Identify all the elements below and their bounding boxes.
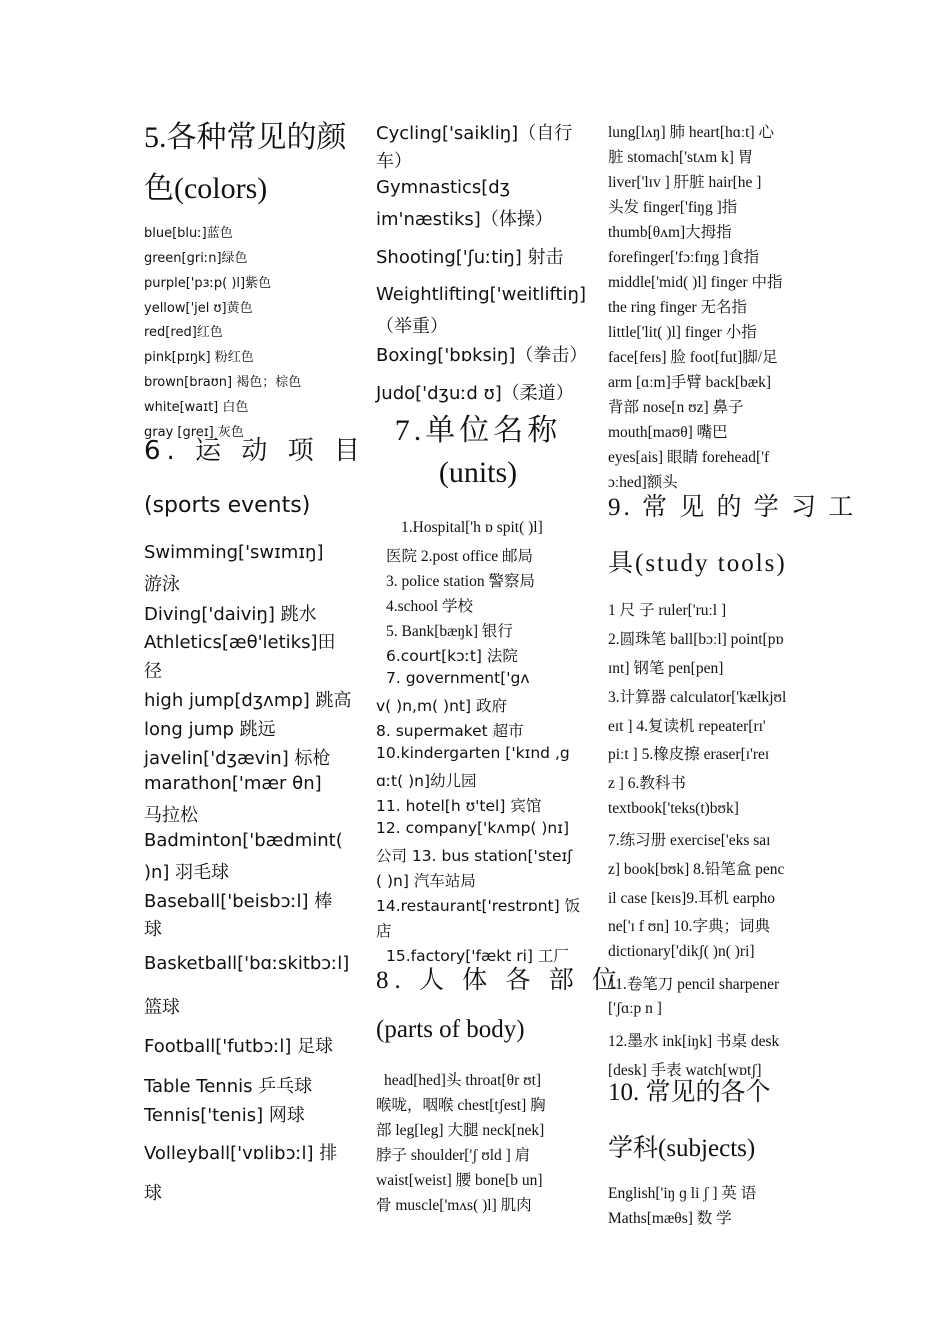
sport-item: Tennis['tenis] 网球 bbox=[144, 1105, 305, 1126]
sport-item: Gymnastics[dʒ bbox=[376, 177, 511, 198]
tool-item: textbook['teks(t)bʊk] bbox=[608, 800, 739, 817]
unit-item: 12. company['kʌmp( )nɪ] bbox=[376, 819, 570, 837]
body-part-item: 脏 stomach['stʌm k] 胃 bbox=[608, 149, 754, 166]
body-part-item: face[feɪs] 脸 foot[fut]脚/足 bbox=[608, 349, 778, 366]
tool-item: ne['ɪ f ʊn] 10.字典；词典 bbox=[608, 918, 770, 935]
heading-body-line2: (parts of body) bbox=[376, 1016, 525, 1043]
sport-item: javelin['dʒævin] 标枪 bbox=[144, 748, 331, 769]
heading-sports-line1: 6. 运 动 项 目 bbox=[144, 436, 366, 466]
sport-item: 马拉松 bbox=[144, 805, 198, 826]
sport-item: Volleyball['vɒlibɔːl] 排 bbox=[144, 1143, 338, 1164]
tool-item: ['ʃɑːp n ] bbox=[608, 1000, 662, 1017]
sport-item: )n] 羽毛球 bbox=[144, 862, 230, 883]
tool-item: 7.练习册 exercise['eks saɪ bbox=[608, 832, 771, 849]
color-item: purple['pɜːp( )l]紫色 bbox=[144, 276, 272, 291]
sport-item: 球 bbox=[144, 1183, 162, 1204]
body-part-item: waist[weist] 腰 bone[b un] bbox=[376, 1172, 543, 1189]
unit-item: 医院 2.post office 邮局 bbox=[386, 548, 533, 565]
sport-item: 球 bbox=[144, 919, 162, 940]
sport-item: 篮球 bbox=[144, 997, 180, 1018]
tool-item: dictionary['dikʃ( )n( )ri] bbox=[608, 943, 755, 960]
sport-item: im'næstiks]（体操） bbox=[376, 209, 553, 230]
color-item: brown[braʊn] 褐色；棕色 bbox=[144, 375, 302, 390]
sport-item: Football['futbɔːl] 足球 bbox=[144, 1036, 334, 1057]
tool-item: z] book[bʊk] 8.铅笔盒 penc bbox=[608, 861, 785, 878]
body-part-item: ɔːhed]额头 bbox=[608, 474, 678, 491]
body-part-item: the ring finger 无名指 bbox=[608, 299, 748, 316]
subject-item: Maths[mæθs] 数 学 bbox=[608, 1210, 732, 1227]
unit-item: 公司 13. bus station['steɪʃ bbox=[376, 847, 573, 865]
color-item: yellow['jel ʊ]黄色 bbox=[144, 301, 253, 316]
sport-item: 径 bbox=[144, 661, 162, 682]
subject-item: English['iŋ ɡ li ʃ ] 英 语 bbox=[608, 1185, 757, 1202]
sport-item: Cycling['saikliŋ]（自行 bbox=[376, 123, 573, 144]
sport-item: Boxing['bɒksiŋ]（拳击） bbox=[376, 345, 588, 366]
unit-item: v( )n,m( )nt] 政府 bbox=[376, 697, 507, 715]
heading-subjects-line2: 学科(subjects) bbox=[608, 1135, 756, 1162]
body-part-item: 背部 nose[n ʊz] 鼻子 bbox=[608, 399, 744, 416]
heading-colors-line1: 5.各种常见的颜 bbox=[144, 121, 347, 154]
body-part-item: 头发 finger['fiŋg ]指 bbox=[608, 199, 738, 216]
unit-item: 5. Bank[bæŋk] 银行 bbox=[386, 623, 513, 640]
color-item: green[griːn]绿色 bbox=[144, 251, 248, 266]
unit-item: ɑːt( )n]幼儿园 bbox=[376, 772, 477, 790]
sport-item: （举重） bbox=[376, 316, 448, 337]
color-item: pink[pɪŋk] 粉红色 bbox=[144, 350, 254, 365]
body-part-item: eyes[ais] 眼睛 forehead['f bbox=[608, 449, 770, 466]
unit-item: 10.kindergarten ['kɪnd ,g bbox=[376, 744, 570, 762]
body-part-item: head[hed]头 throat[θr ʊt] bbox=[384, 1072, 542, 1089]
body-part-item: 部 leg[leg] 大腿 neck[nek] bbox=[376, 1122, 545, 1139]
sport-item: high jump[dʒʌmp] 跳高 bbox=[144, 690, 352, 711]
heading-units-line2: (units) bbox=[438, 456, 518, 489]
unit-item: 1.Hospital['h ɒ spit( )l] bbox=[401, 519, 543, 536]
sport-item: marathon['mær θn] bbox=[144, 773, 322, 794]
heading-units-line1: 7.单位名称 bbox=[394, 414, 562, 447]
body-part-item: middle['mid( )l] finger 中指 bbox=[608, 274, 783, 291]
tool-item: 11.卷笔刀 pencil sharpener bbox=[608, 976, 780, 993]
color-item: blue[bluː]蓝色 bbox=[144, 226, 233, 241]
sport-item: 车） bbox=[376, 151, 412, 172]
body-part-item: arm [ɑːm]手臂 back[bæk] bbox=[608, 374, 772, 391]
body-part-item: lung[lʌŋ] 肺 heart[hɑːt] 心 bbox=[608, 124, 774, 141]
unit-item: 15.factory['fækt ri] 工厂 bbox=[386, 947, 569, 965]
unit-item: 4.school 学校 bbox=[386, 598, 473, 615]
tool-item: eɪt ] 4.复读机 repeater[rɪ' bbox=[608, 718, 766, 735]
body-part-item: mouth[maʊθ] 嘴巴 bbox=[608, 424, 728, 441]
unit-item: 8. supermaket 超市 bbox=[376, 722, 524, 740]
heading-sports-line2: (sports events) bbox=[144, 493, 311, 518]
sport-item: Shooting['ʃuːtiŋ] 射击 bbox=[376, 247, 564, 268]
sport-item: long jump 跳远 bbox=[144, 719, 276, 740]
color-item: red[red]红色 bbox=[144, 325, 223, 340]
body-part-item: little['lit( )l] finger 小指 bbox=[608, 324, 757, 341]
sport-item: Judo['dʒuːd ʊ]（柔道） bbox=[376, 383, 574, 404]
sport-item: 游泳 bbox=[144, 574, 180, 595]
body-part-item: thumb[θʌm]大拇指 bbox=[608, 224, 732, 241]
heading-subjects-line1: 10. 常见的各个 bbox=[608, 1079, 771, 1106]
tool-item: z ] 6.教科书 bbox=[608, 775, 686, 792]
sport-item: Weightlifting['weitliftiŋ] bbox=[376, 284, 586, 305]
tool-item: 1 尺 子 ruler['ruːl ] bbox=[608, 602, 727, 619]
color-item: gray [greɪ] 灰色 bbox=[144, 425, 244, 440]
unit-item: 店 bbox=[376, 922, 392, 940]
unit-item: 11. hotel[h ʊ'tel] 宾馆 bbox=[376, 797, 542, 815]
body-part-item: 骨 muscle['mʌs( )l] 肌肉 bbox=[376, 1197, 532, 1214]
sport-item: Baseball['beisbɔːl] 棒 bbox=[144, 891, 333, 912]
tool-item: 3.计算器 calculator['kælkjʊl bbox=[608, 689, 787, 706]
sport-item: Badminton['bædmint( bbox=[144, 830, 343, 851]
sport-item: Table Tennis 乒乓球 bbox=[144, 1076, 313, 1097]
body-part-item: liver['lɪv ] 肝脏 hair[he ] bbox=[608, 174, 762, 191]
heading-colors-line2: 色(colors) bbox=[144, 172, 268, 205]
tool-item: 2.圆珠笔 ball[bɔːl] point[pɒ bbox=[608, 631, 784, 648]
tool-item: il case [keɪs]9.耳机 earpho bbox=[608, 890, 775, 907]
sport-item: Swimming['swɪmɪŋ] bbox=[144, 542, 324, 563]
unit-item: ( )n] 汽车站局 bbox=[376, 872, 476, 890]
color-item: white[waɪt] 白色 bbox=[144, 400, 249, 415]
sport-item: Basketball['bɑːskitbɔːl] bbox=[144, 953, 350, 974]
unit-item: 6.court[kɔːt] 法院 bbox=[386, 647, 518, 665]
tool-item: piːt ] 5.橡皮擦 eraser[ɪ'reɪ bbox=[608, 746, 770, 763]
tool-item: ɪnt] 钢笔 pen[pen] bbox=[608, 660, 724, 677]
tool-item: [desk] 手表 watch[wɒtʃ] bbox=[608, 1062, 762, 1079]
heading-body-line1: 8. 人 体 各 部 位 bbox=[376, 967, 624, 994]
unit-item: 7. government['gʌ bbox=[386, 669, 530, 687]
body-part-item: 脖子 shoulder['ʃ ʊld ] 肩 bbox=[376, 1147, 531, 1164]
unit-item: 14.restaurant['restrɒnt] 饭 bbox=[376, 897, 581, 915]
heading-tools-line1: 9. 常 见 的 学 习 工 bbox=[608, 494, 857, 521]
body-part-item: forefinger['fɔːfɪŋg ]食指 bbox=[608, 249, 760, 266]
heading-tools-line2: 具(study tools) bbox=[608, 550, 787, 577]
unit-item: 3. police station 警察局 bbox=[386, 573, 535, 590]
body-part-item: 喉咙，咽喉 chest[tʃest] 胸 bbox=[376, 1097, 546, 1114]
tool-item: 12.墨水 ink[iŋk] 书桌 desk bbox=[608, 1033, 780, 1050]
sport-item: Athletics[æθ'letiks]田 bbox=[144, 632, 336, 653]
sport-item: Diving['daiviŋ] 跳水 bbox=[144, 604, 317, 625]
